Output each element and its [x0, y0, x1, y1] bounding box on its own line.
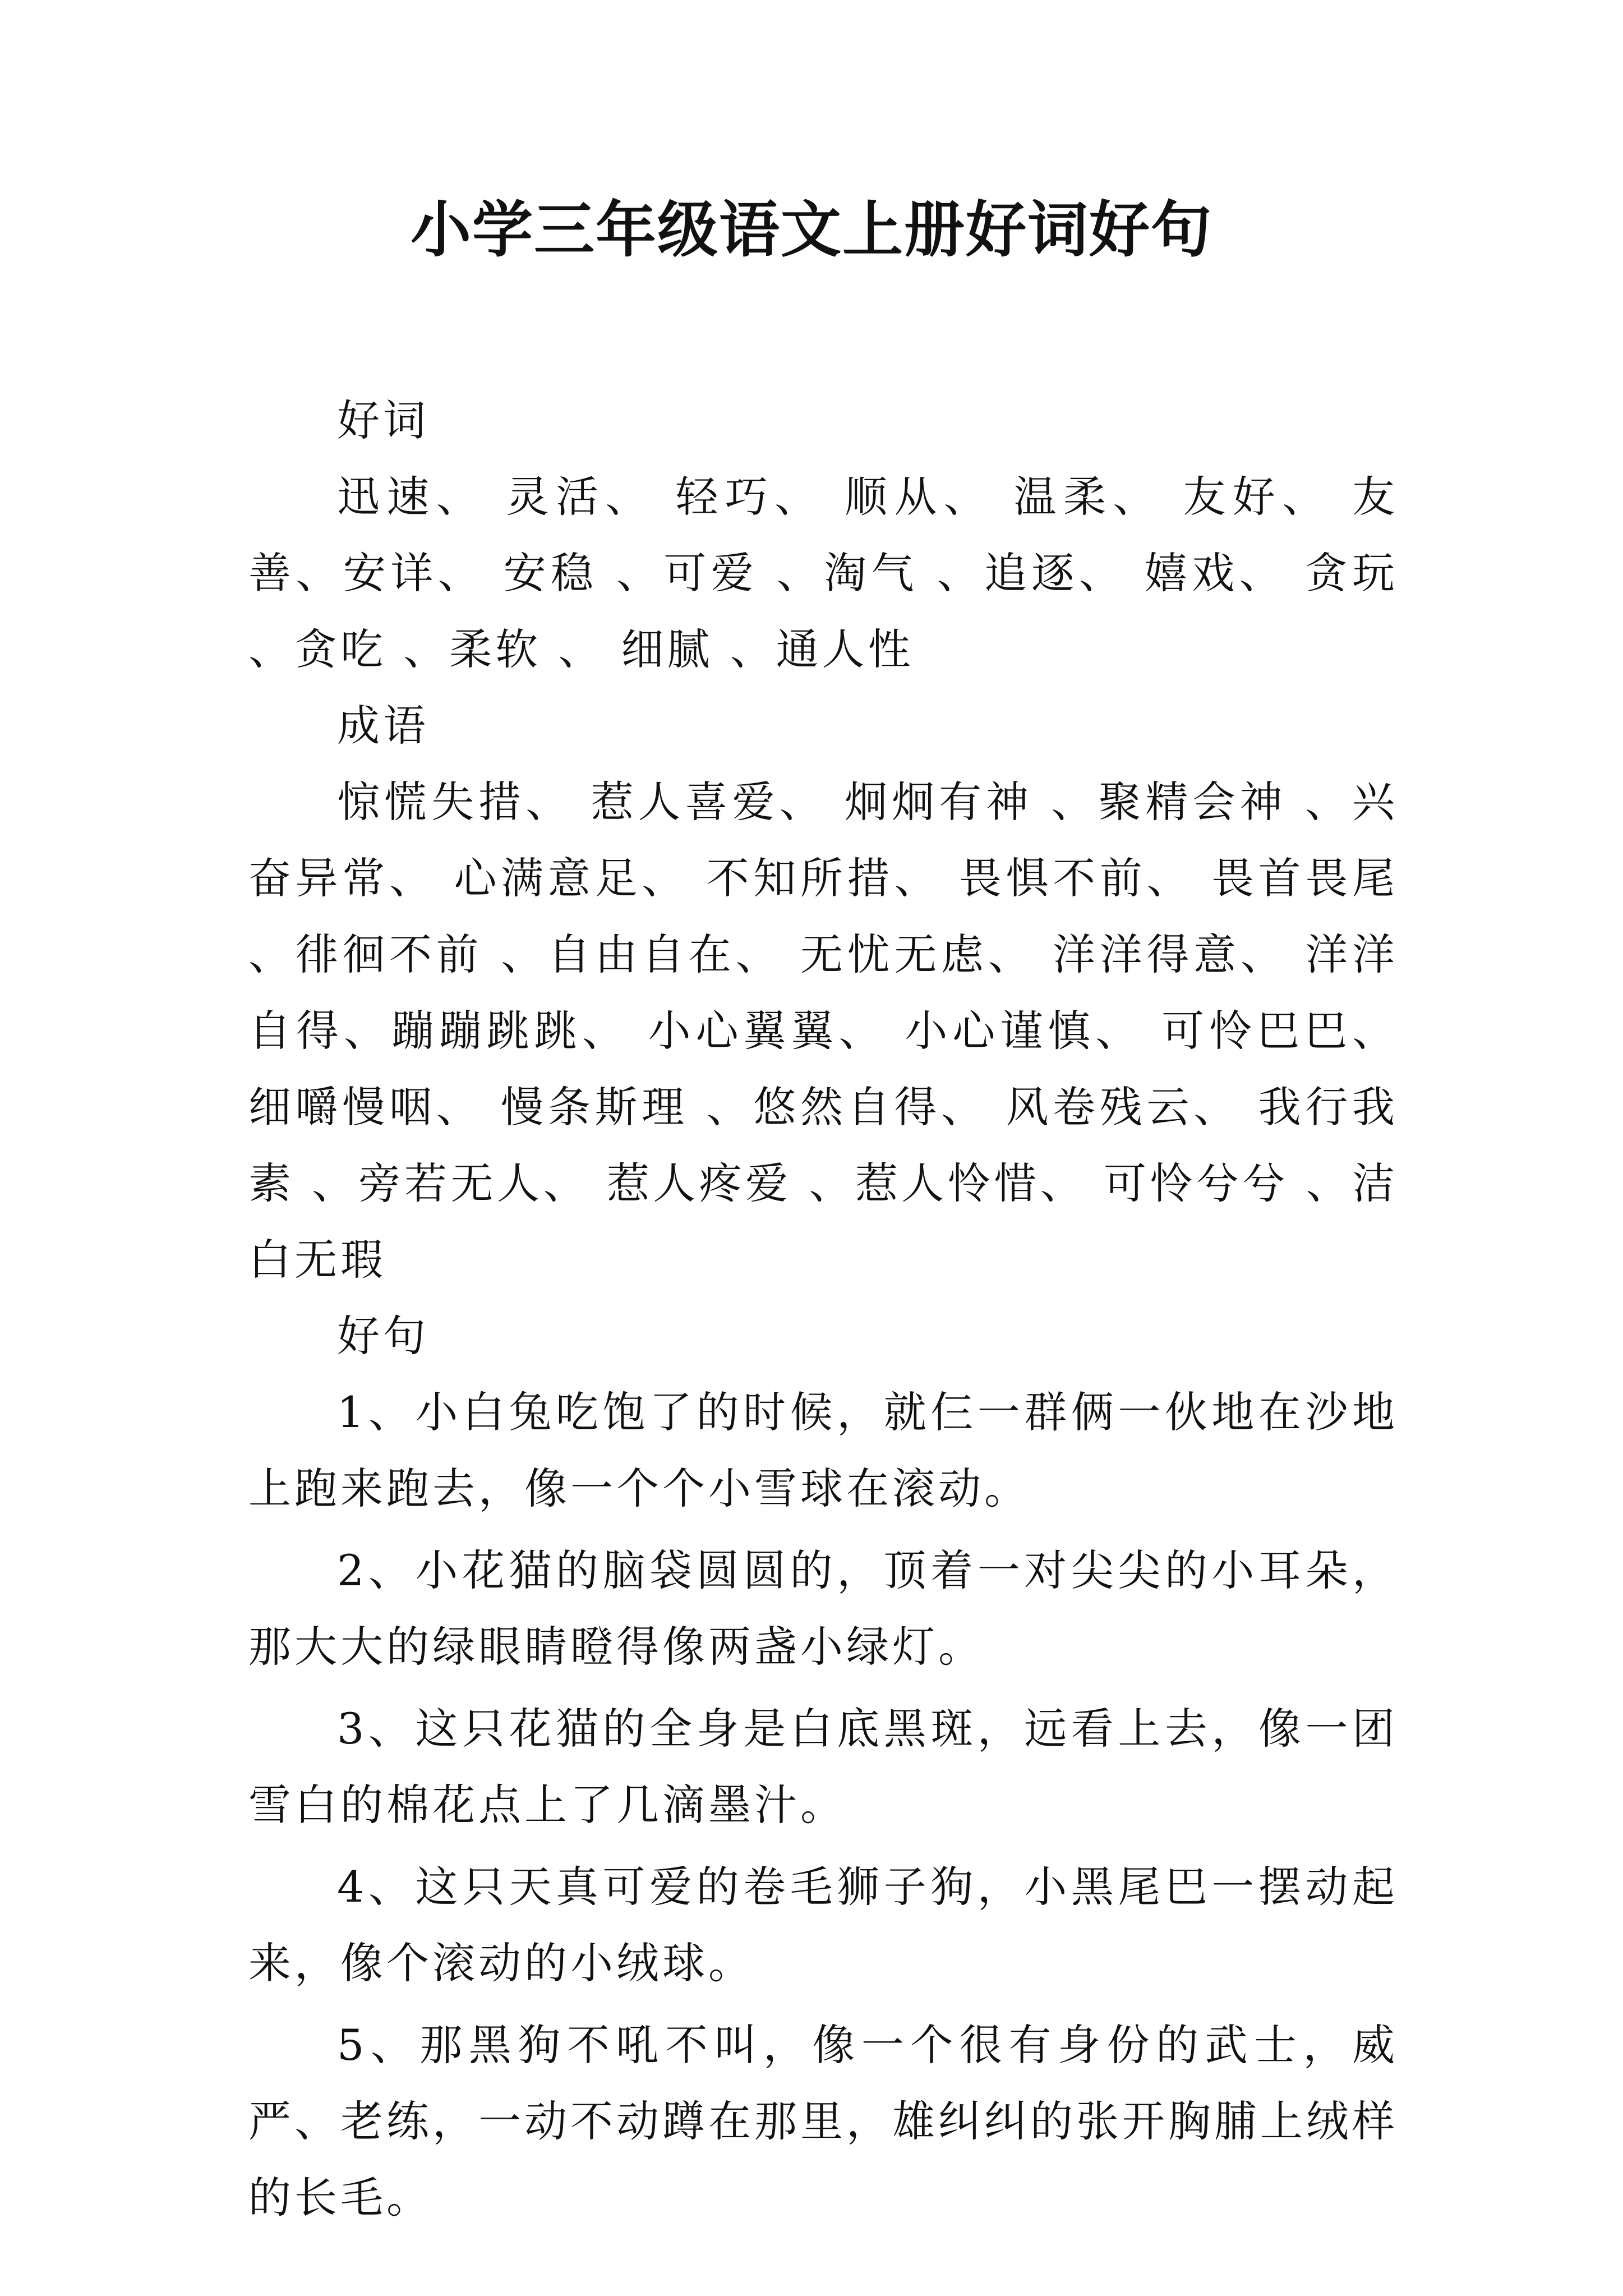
idioms-paragraph: 惊慌失措、 惹人喜爱、 炯炯有神 、聚精会神 、兴奋异常、 心满意足、 不知所措、 畏惧不前、 畏首畏尾 、徘徊不前 、自由自在、 无忧无虑、 洋洋得意、 洋洋自得、蹦蹦跳跳、 小心翼翼、 小心谨慎、 可怜巴巴、 细嚼慢咽、 慢条斯理 、悠然自得、 风卷残云、 我行我素 、旁若无人、 惹人疼爱 、惹人怜惜、 可怜兮兮 、洁白无瑕 [248, 777, 1398, 1285]
good-words-paragraph: 迅速、 灵活、 轻巧、 顺从、 温柔、 友好、 友善、安详、 安稳 、可爱 、淘气 、追逐、 嬉戏、 贪玩 、贪吃 、柔软 、 细腻 、通人性 [248, 472, 1398, 674]
sentence-item: 1、小白兔吃饱了的时候，就仨一群俩一伙地在沙地上跑来跑去，像一个个小雪球在滚动。 [248, 1387, 1398, 1513]
sentence-item: 3、这只花猫的全身是白底黑斑，远看上去，像一团雪白的棉花点上了几滴墨汁。 [248, 1704, 1398, 1830]
sentence-item: 5、那黑狗不吼不叫，像一个很有身份的武士，威严、老练，一动不动蹲在那里，雄纠纠的张开胸脯上绒样的长毛。 [248, 2020, 1398, 2223]
section-heading-good-sentences: 好句 [337, 1311, 429, 1361]
section-heading-idioms: 成语 [337, 701, 429, 751]
sentence-item: 2、小花猫的脑袋圆圆的，顶着一对尖尖的小耳朵，那大大的绿眼睛瞪得像两盏小绿灯。 [248, 1545, 1398, 1672]
sentence-item: 4、这只天真可爱的卷毛狮子狗，小黑尾巴一摆动起来，像个滚动的小绒球。 [248, 1862, 1398, 1988]
page-title: 小学三年级语文上册好词好句 [410, 195, 1212, 265]
section-heading-good-words: 好词 [337, 395, 429, 445]
document-body [248, 383, 1398, 2242]
